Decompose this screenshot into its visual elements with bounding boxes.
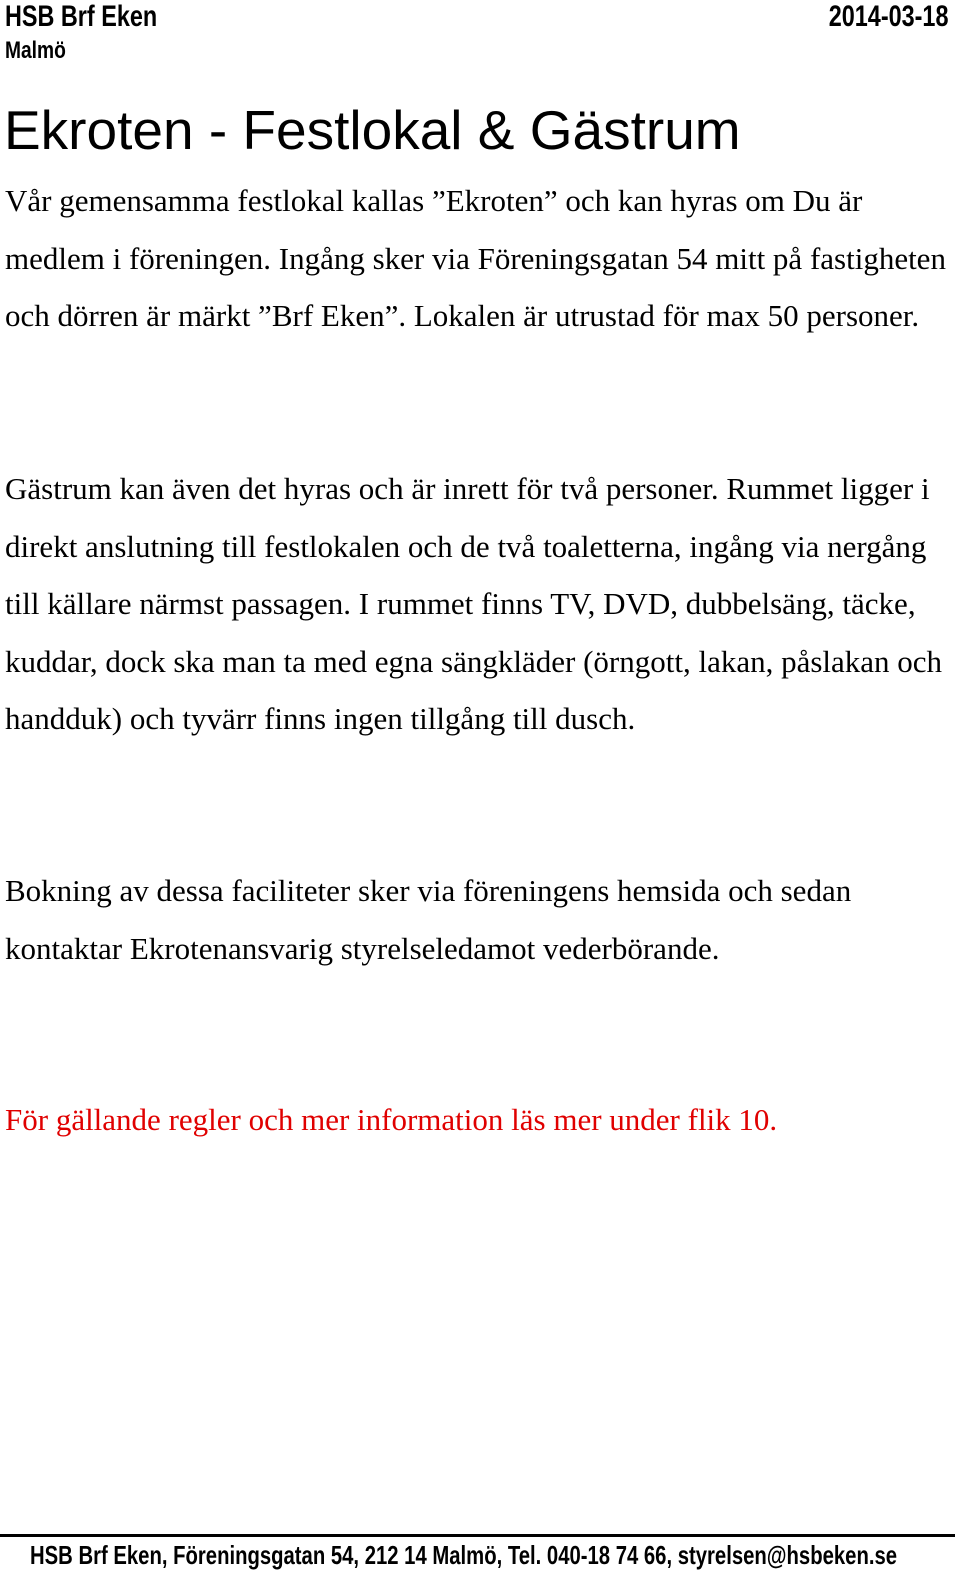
paragraph-festlokal: Vår gemensamma festlokal kallas ”Ekroten” och kan hyras om Du är medlem i föreningen. Ingång sker via Föreningsgatan 54 mitt på fastigheten och dörren är märkt ”Brf Eken”. Lokalen är utrustad för max 50 personer. [5,183,946,333]
page-title: Ekroten - Festlokal & Gästrum [4,99,741,161]
header-date: 2014-03-18 [828,0,948,33]
header-org-name: HSB Brf Eken [5,0,158,33]
paragraph-gastrum: Gästrum kan även det hyras och är inrett för två personer. Rummet ligger i direkt anslutning till festlokalen och de två toaletterna, ingång via nergång till källare närmst passagen. I rummet finns TV, DVD, dubbelsäng, täcke, kuddar, dock ska man ta med egna sängkläder (örngott, lakan, påslakan och handduk) och tyvärr finns ingen tillgång till dusch. [5,471,943,736]
footer-divider [0,1534,955,1537]
notice-text: För gällande regler och mer information läs mer under flik 10. [5,1102,778,1137]
header-city: Malmö [5,37,66,64]
footer-contact: HSB Brf Eken, Föreningsgatan 54, 212 14 Malmö, Tel. 040-18 74 66, styrelsen@hsbeken.se [30,1540,898,1570]
paragraph-bokning: Bokning av dessa faciliteter sker via föreningens hemsida och sedan kontaktar Ekrotenansvarig styrelseledamot vederbörande. [5,873,852,966]
